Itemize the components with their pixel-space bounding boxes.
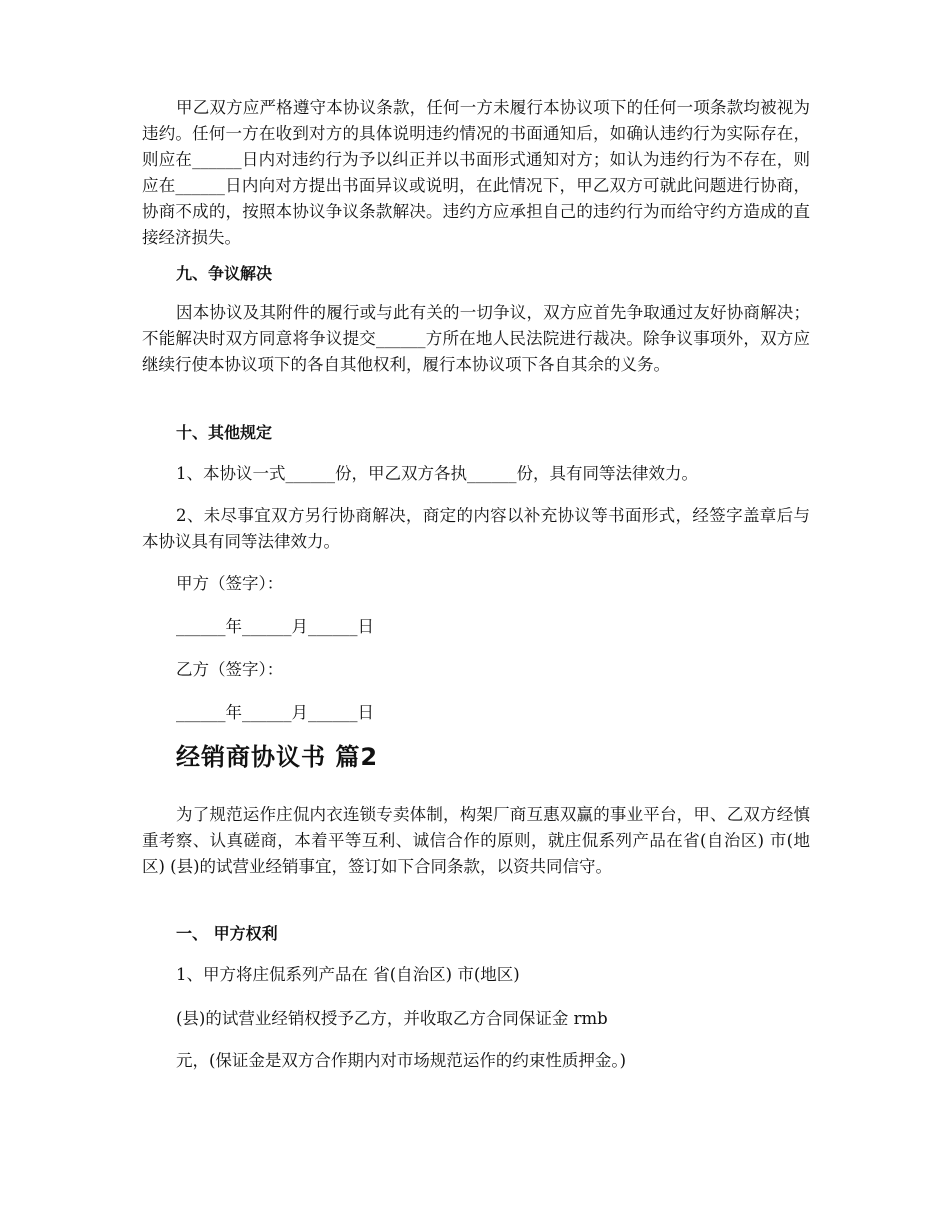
party-a-date: ______年______月______日 — [176, 617, 374, 636]
rights-line-3: 元，(保证金是双方合作期内对市场规范运作的约束性质押金。) — [176, 1051, 627, 1070]
rights-line-1: 1、甲方将庄侃系列产品在 省(自治区) 市(地区) — [176, 965, 520, 984]
breach-paragraph: 甲乙双方应严格遵守本协议条款，任何一方未履行本协议项下的任何一项条款均被视为违约。任何一方在收到对方的具体说明违约情况的书面通知后，如确认违约行为实际存在，则应在______日内对违约行为予以纠正并以书面形式通知对方；如认为违约行为不存在，则应在______日内向对方提出书面异议或说明，在此情况下，甲乙双方可就此问题进行协商，协商不成的，按照本协议争议条款解决。违约方应承担自己的违约行为而给守约方造成的直接经济损失。 — [142, 98, 810, 247]
other-item-2: 2、未尽事宜双方另行协商解决，商定的内容以补充协议等书面形式，经签字盖章后与本协议具有同等法律效力。 — [142, 506, 810, 551]
party-b-signature: 乙方（签字）： — [176, 660, 284, 679]
section-heading-dispute: 九、争议解决 — [176, 264, 273, 283]
other-item-1: 1、本协议一式______份，甲乙双方各执______份，具有同等法律效力。 — [176, 464, 698, 483]
dispute-paragraph: 因本协议及其附件的履行或与此有关的一切争议，双方应首先争取通过友好协商解决；不能解决时双方同意将争议提交______方所在地人民法院进行裁决。除争议事项外，双方应继续行使本协议项下的各自其他权利，履行本协议项下各自其余的义务。 — [142, 303, 810, 374]
rights-line-2: (县)的试营业经销权授予乙方，并收取乙方合同保证金 rmb — [176, 1009, 608, 1028]
intro-paragraph: 为了规范运作庄侃内衣连锁专卖体制，构架厂商互惠双赢的事业平台，甲、乙双方经慎重考察、认真磋商，本着平等互利、诚信合作的原则，就庄侃系列产品在省(自治区) 市(地区) (县)的试营业经销事宜，签订如下合同条款，以资共同信守。 — [142, 805, 810, 876]
party-b-date: ______年______月______日 — [176, 703, 374, 722]
party-a-signature: 甲方（签字）： — [176, 574, 284, 593]
section-heading-party-a-rights: 一、 甲方权利 — [176, 924, 278, 943]
article-title: 经销商协议书 篇2 — [176, 743, 379, 771]
section-heading-other: 十、其他规定 — [176, 423, 273, 442]
